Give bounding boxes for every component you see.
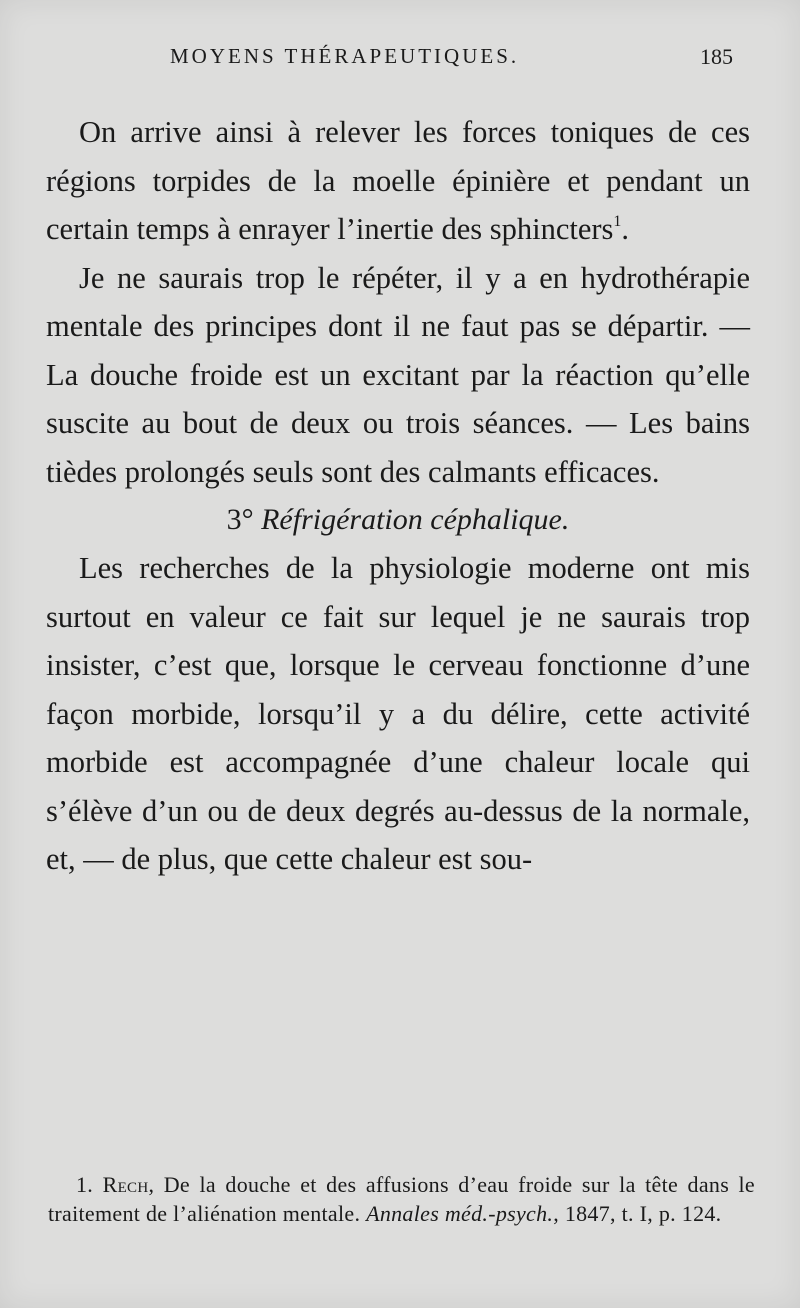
footnote [48, 1170, 755, 1228]
main-text [46, 108, 750, 884]
paragraph-1-end: . [621, 212, 630, 246]
page-header [0, 44, 800, 78]
section-title: Réfrigération céphalique. [261, 503, 570, 536]
footnote-reference: 1 [613, 213, 622, 230]
footnote-journal: Annales méd.-psych. [366, 1201, 554, 1226]
footnote-author: Rech [102, 1172, 149, 1197]
paragraph-3: Les recherches de la physiologie moderne ont mis surtout en valeur ce fait sur lequel je ne saurais trop insister, c’est que, lorsque le cerveau fonctionne d’une façon morbide, lorsqu’il y a du délire, cette activité morbide est accompagnée d’une chaleur locale qui s’élève d’un ou de deux degrés au-dessus de la normale, et, — de plus, que cette chaleur est sou- [46, 551, 750, 876]
page-number: 185 [700, 44, 733, 69]
running-title: MOYENS THÉRAPEUTIQUES. [170, 44, 520, 68]
paragraph-2: Je ne saurais trop le répéter, il y a en hydrothérapie mentale des principes dont il ne faut pas se départir. — La douche froide est un excitant par la réaction qu’elle suscite au bout de deux ou trois séances. — Les bains tièdes prolongés seuls sont des calmants efficaces. [46, 260, 750, 489]
footnote-reference-detail: , 1847, t. I, p. 124. [553, 1201, 722, 1226]
section-heading [46, 496, 750, 544]
footnote-text [48, 1170, 755, 1228]
paragraph-1 [46, 108, 750, 254]
section-number: 3° [226, 503, 254, 536]
footnote-body: , De la douche et des affusions d’eau froide sur la tête dans le traitement de l’aliénation mentale. [48, 1172, 755, 1226]
footnote-marker: 1. [76, 1172, 94, 1197]
paragraph-1-text: On arrive ainsi à relever les forces toniques de ces régions torpides de la moelle épinière et pendant un certain temps à enrayer l’inertie des sphincters [46, 115, 750, 246]
